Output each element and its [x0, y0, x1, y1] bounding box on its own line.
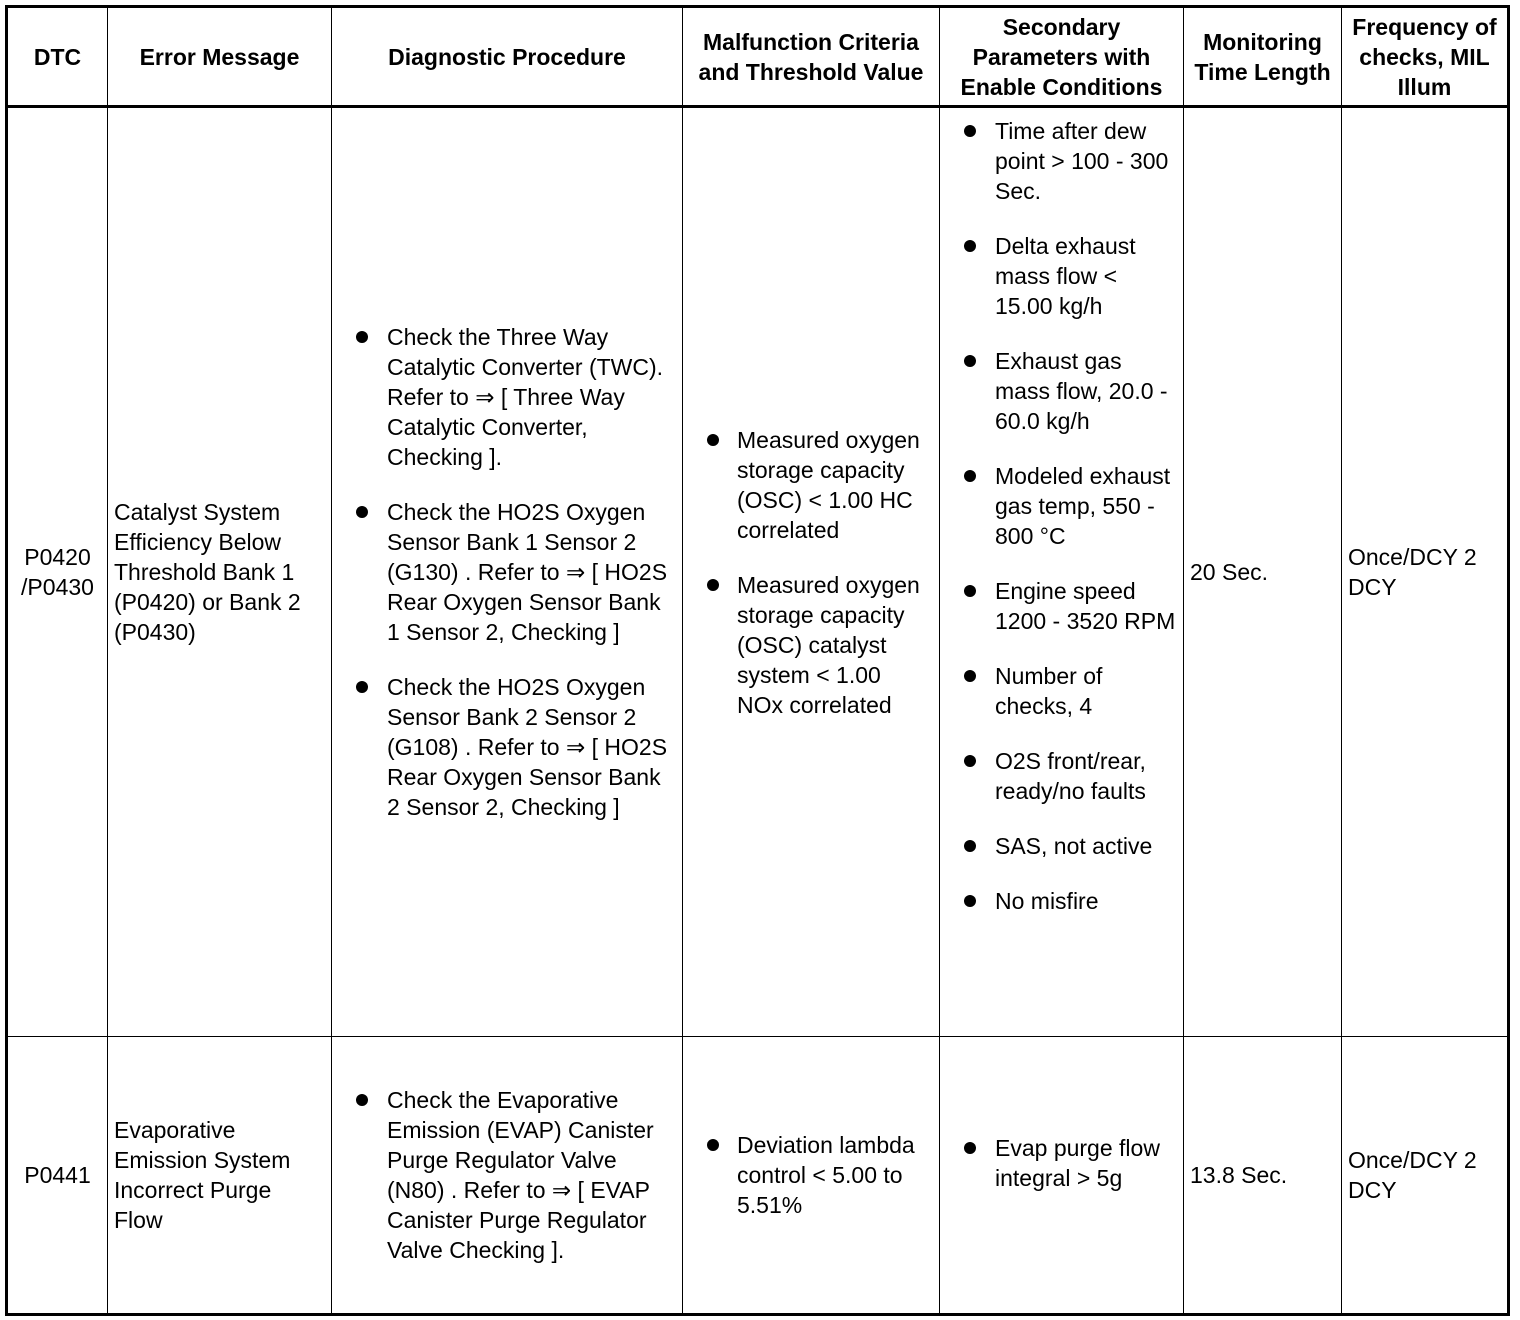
diagnostic-procedure-list [338, 322, 676, 822]
list-item-text: Check the Three Way Catalytic Converter (TWC). Refer to ⇒ [ Three Way Catalytic Converter, Checking ]. [387, 324, 664, 470]
diagnostic-procedure [332, 107, 683, 1037]
bullet-icon [356, 681, 368, 693]
secondary-parameters-list [946, 1133, 1177, 1193]
list-item-text: No misfire [995, 888, 1099, 914]
bullet-icon [964, 840, 976, 852]
bullet-icon [964, 755, 976, 767]
dtc-code: P0441 [7, 1037, 108, 1315]
list-item [946, 831, 1177, 861]
list-item [689, 570, 933, 720]
header-monitoring-time: Monitoring Time Length [1184, 7, 1342, 107]
diagnostic-procedure [332, 1037, 683, 1315]
list-item [338, 322, 676, 472]
bullet-icon [964, 470, 976, 482]
list-item [946, 661, 1177, 721]
list-item-text: SAS, not active [995, 833, 1153, 859]
list-item [338, 1085, 676, 1265]
list-item [946, 116, 1177, 206]
header-dtc: DTC [7, 7, 108, 107]
bullet-icon [964, 585, 976, 597]
list-item [946, 461, 1177, 551]
malfunction-criteria [683, 107, 940, 1037]
list-item [338, 672, 676, 822]
list-item-text: Deviation lambda control < 5.00 to 5.51% [737, 1132, 915, 1218]
error-message: Evaporative Emission System Incorrect Purge Flow [108, 1037, 332, 1315]
frequency: Once/DCY 2 DCY [1342, 1037, 1509, 1315]
list-item [946, 576, 1177, 636]
bullet-icon [707, 579, 719, 591]
table-body [7, 107, 1509, 1315]
bullet-icon [964, 240, 976, 252]
list-item [946, 346, 1177, 436]
bullet-icon [964, 1142, 976, 1154]
list-item [338, 497, 676, 647]
dtc-code: P0420 /P0430 [7, 107, 108, 1037]
header-frequency: Frequency of checks, MIL Illum [1342, 7, 1509, 107]
error-message: Catalyst System Efficiency Below Threshold Bank 1 (P0420) or Bank 2 (P0430) [108, 107, 332, 1037]
diagnostic-procedure-list [338, 1085, 676, 1265]
monitoring-time: 20 Sec. [1184, 107, 1342, 1037]
table-row [7, 107, 1509, 1037]
malfunction-criteria-list [689, 425, 933, 720]
list-item-text: Exhaust gas mass flow, 20.0 - 60.0 kg/h [995, 348, 1168, 434]
bullet-icon [707, 1139, 719, 1151]
list-item-text: Measured oxygen storage capacity (OSC) < 1.00 HC correlated [737, 426, 920, 543]
list-item-text: Modeled exhaust gas temp, 550 - 800 °C [995, 463, 1171, 549]
bullet-icon [964, 125, 976, 137]
bullet-icon [964, 895, 976, 907]
malfunction-criteria-list [689, 1130, 933, 1220]
list-item [946, 886, 1177, 916]
list-item-text: O2S front/rear, ready/no faults [995, 748, 1146, 804]
list-item [946, 1133, 1177, 1193]
table-row [7, 1037, 1509, 1315]
secondary-parameters [940, 1037, 1184, 1315]
header-secondary-parameters: Secondary Parameters with Enable Conditions [940, 7, 1184, 107]
list-item [946, 231, 1177, 321]
monitoring-time: 13.8 Sec. [1184, 1037, 1342, 1315]
list-item-text: Number of checks, 4 [995, 663, 1103, 719]
table-header [7, 7, 1509, 107]
list-item-text: Time after dew point > 100 - 300 Sec. [995, 118, 1169, 204]
frequency: Once/DCY 2 DCY [1342, 107, 1509, 1037]
header-malfunction-criteria: Malfunction Criteria and Threshold Value [683, 7, 940, 107]
list-item-text: Evap purge flow integral > 5g [995, 1134, 1160, 1191]
header-error-message: Error Message [108, 7, 332, 107]
header-diagnostic-procedure: Diagnostic Procedure [332, 7, 683, 107]
bullet-icon [356, 506, 368, 518]
header-row [7, 7, 1509, 107]
bullet-icon [964, 670, 976, 682]
bullet-icon [964, 355, 976, 367]
secondary-parameters [940, 107, 1184, 1037]
secondary-parameters-list [946, 116, 1177, 916]
bullet-icon [707, 434, 719, 446]
malfunction-criteria [683, 1037, 940, 1315]
list-item [689, 1130, 933, 1220]
bullet-icon [356, 331, 368, 343]
list-item-text: Engine speed 1200 - 3520 RPM [995, 578, 1176, 634]
list-item-text: Check the HO2S Oxygen Sensor Bank 2 Sensor 2 (G108) . Refer to ⇒ [ HO2S Rear Oxygen Sensor Bank 2 Sensor 2, Checking ] [387, 674, 668, 820]
list-item-text: Delta exhaust mass flow < 15.00 kg/h [995, 233, 1136, 319]
list-item-text: Check the HO2S Oxygen Sensor Bank 1 Sensor 2 (G130) . Refer to ⇒ [ HO2S Rear Oxygen Sensor Bank 1 Sensor 2, Checking ] [387, 499, 668, 645]
dtc-table [5, 5, 1510, 1316]
list-item-text: Check the Evaporative Emission (EVAP) Canister Purge Regulator Valve (N80) . Refer to ⇒ [ EVAP Canister Purge Regulator Valve Checking ]. [387, 1087, 654, 1263]
list-item-text: Measured oxygen storage capacity (OSC) catalyst system < 1.00 NOx correlated [737, 571, 920, 718]
bullet-icon [356, 1094, 368, 1106]
list-item [689, 425, 933, 545]
list-item [946, 746, 1177, 806]
